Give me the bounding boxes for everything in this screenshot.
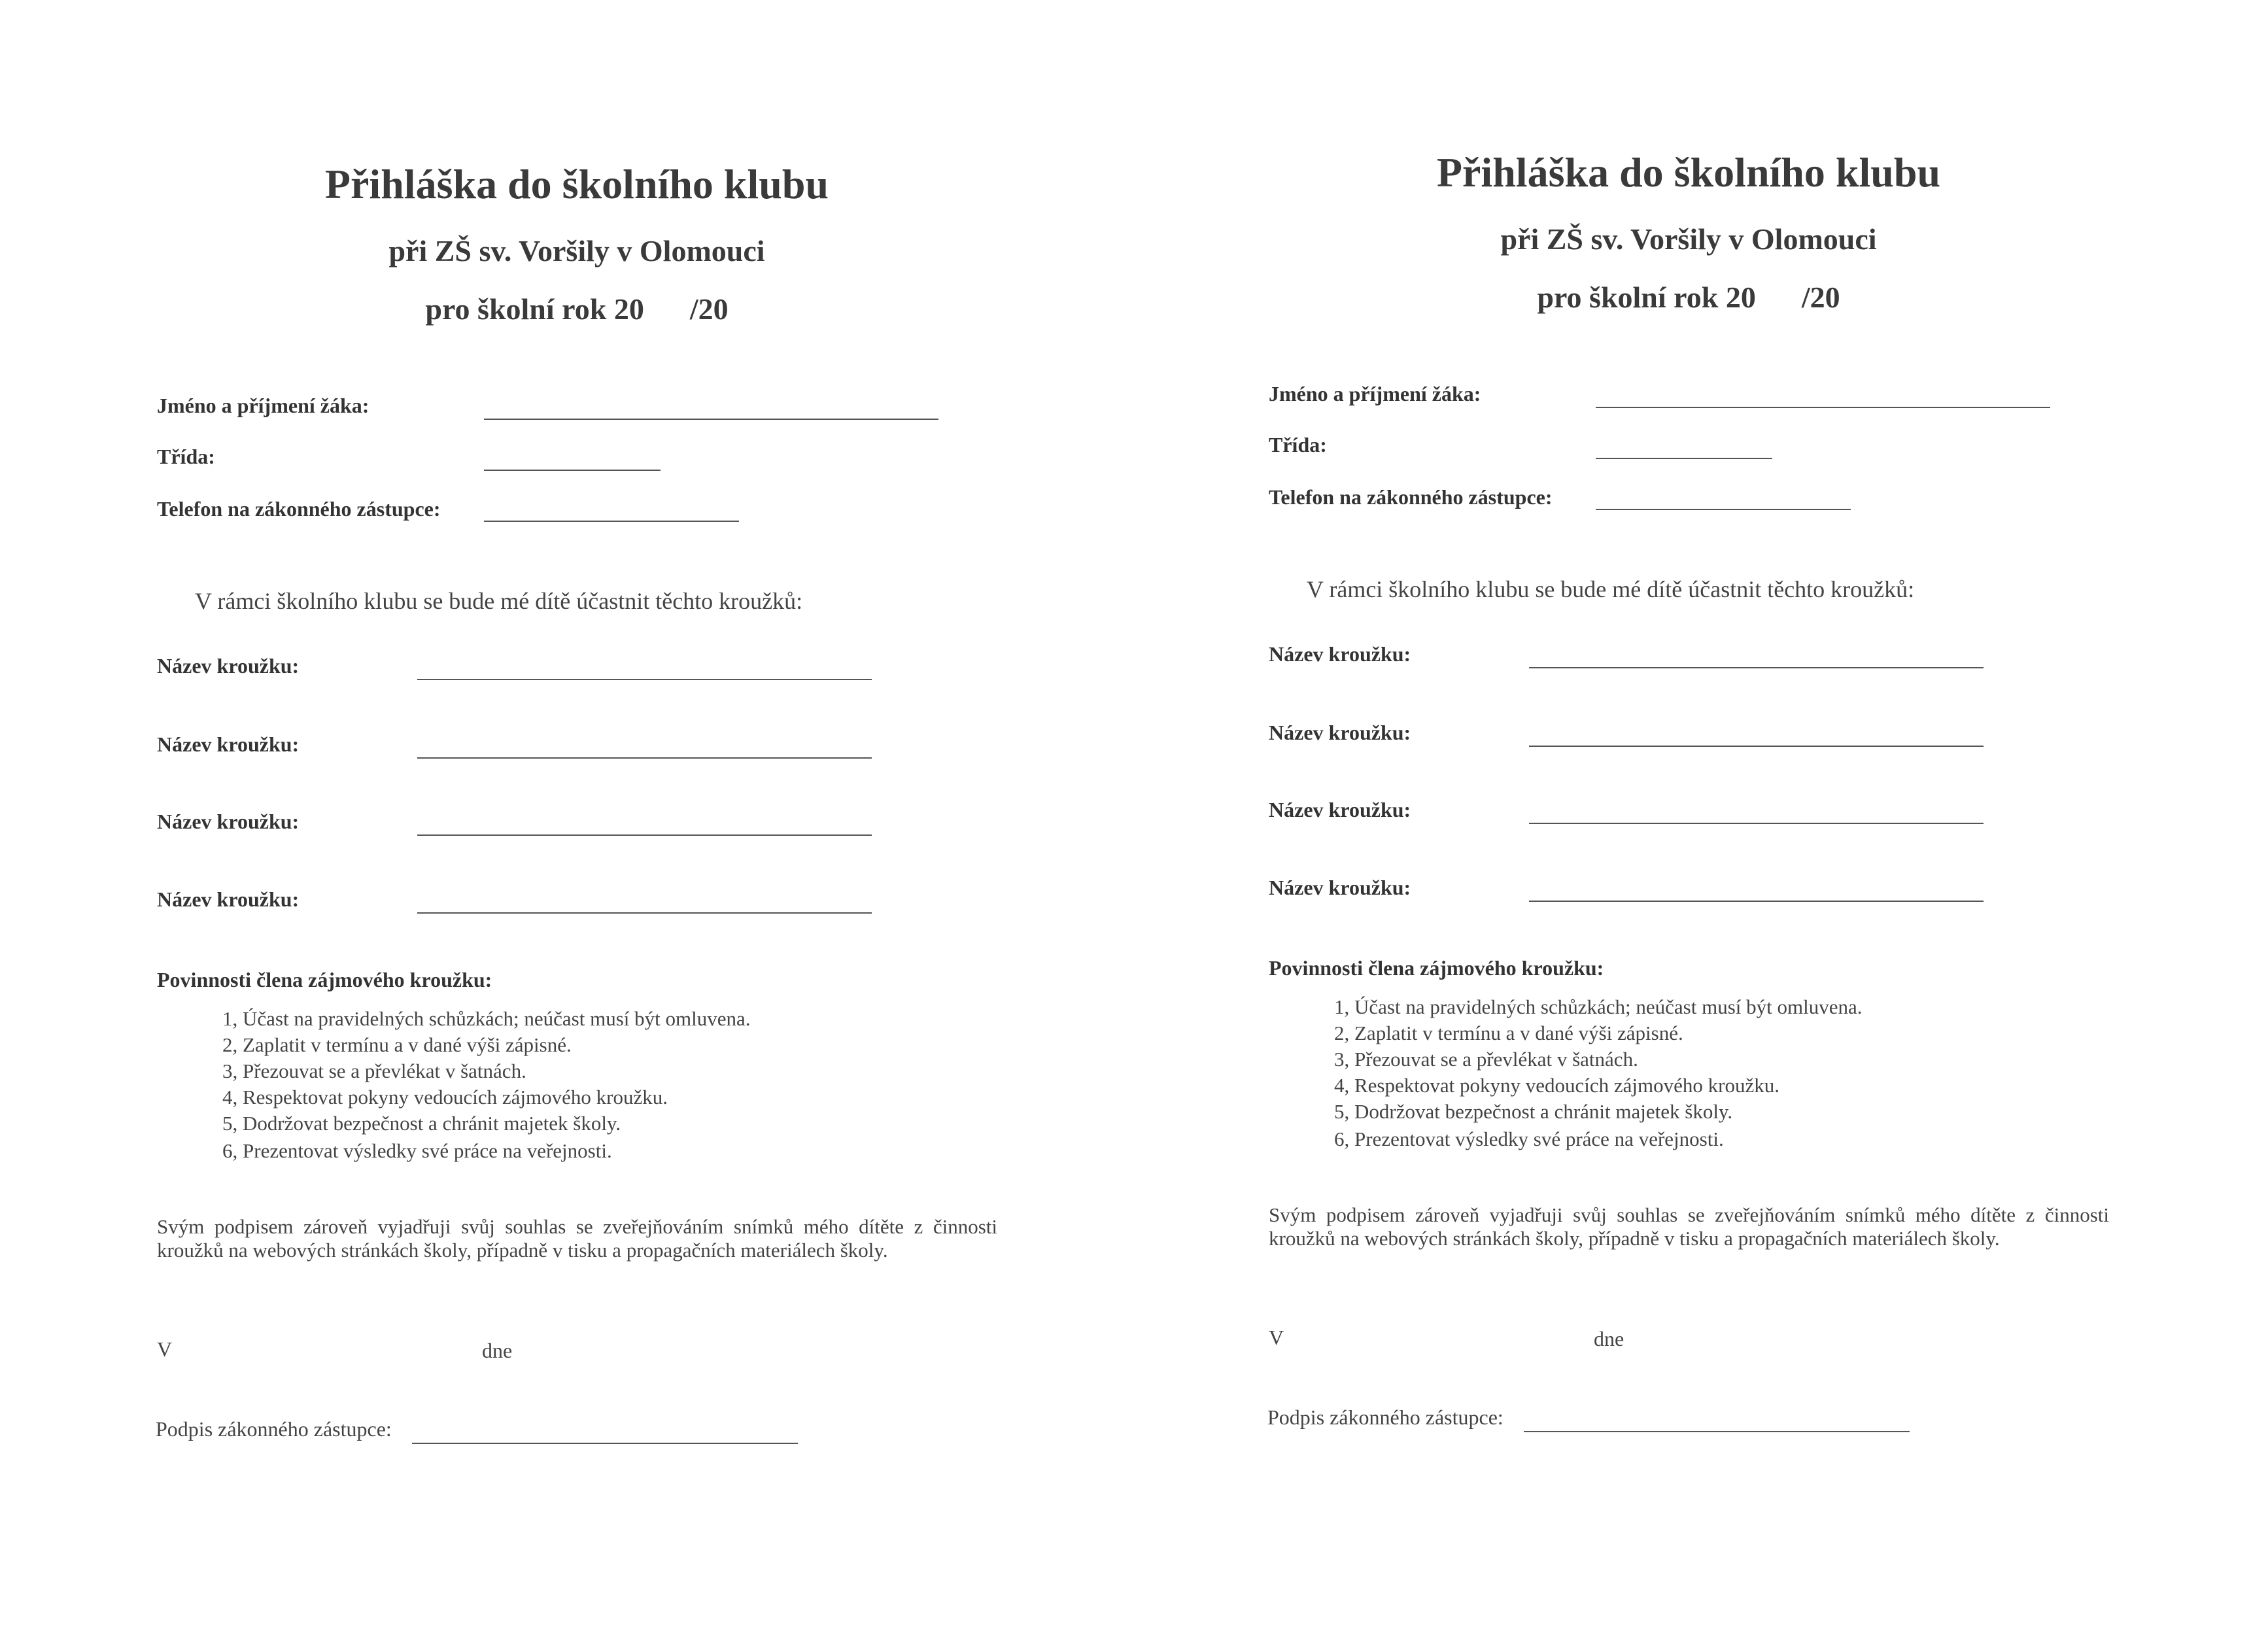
club-line[interactable]	[1529, 823, 1984, 824]
clubs-intro: V rámci školního klubu se bude mé dítě účastnit těchto kroužků:	[195, 588, 803, 614]
class-line[interactable]	[1596, 458, 1772, 459]
consent-text: Svým podpisem zároveň vyjadřuji svůj souhlas se zveřejňováním snímků mého dítěte z činnosti kroužků na webových stránkách školy, případně v tisku a propagačních materiálech školy.	[1269, 1203, 2109, 1250]
date-label: dne	[1594, 1327, 1624, 1350]
signature-label: Podpis zákonného zástupce:	[1267, 1405, 1503, 1429]
duty-item: 2, Zaplatit v termínu a v dané výši zápisné.	[222, 1033, 572, 1056]
application-form-right	[1112, 0, 2246, 1621]
club-label: Název kroužku:	[1269, 876, 1411, 899]
duty-item: 2, Zaplatit v termínu a v dané výši zápisné.	[1334, 1022, 1683, 1044]
club-label: Název kroužku:	[157, 887, 300, 911]
club-label: Název kroužku:	[1269, 798, 1411, 821]
club-line[interactable]	[1529, 667, 1984, 668]
club-line[interactable]	[1529, 901, 1984, 902]
guardian-phone-label: Telefon na zákonného zástupce:	[157, 497, 441, 521]
form-subtitle: při ZŠ sv. Voršily v Olomouci	[388, 234, 765, 267]
duty-item: 4, Respektovat pokyny vedoucích zájmového kroužku.	[1334, 1074, 1779, 1097]
signature-label: Podpis zákonného zástupce:	[156, 1417, 392, 1441]
school-year	[1296, 280, 2081, 315]
form-title: Přihláška do školního klubu	[1436, 149, 1941, 196]
form-subtitle: při ZŠ sv. Voršily v Olomouci	[1500, 222, 1877, 256]
place-label: V	[1269, 1326, 1284, 1349]
club-line[interactable]	[417, 834, 872, 836]
date-label: dne	[482, 1339, 513, 1362]
duty-item: 3, Přezouvat se a převlékat v šatnách.	[1334, 1048, 1638, 1071]
club-label: Název kroužku:	[157, 654, 300, 678]
clubs-intro: V rámci školního klubu se bude mé dítě účastnit těchto kroužků:	[1307, 576, 1915, 602]
student-name-line[interactable]	[484, 419, 938, 420]
duties-title: Povinnosti člena zájmového kroužku:	[1269, 956, 1604, 980]
duty-item: 5, Dodržovat bezpečnost a chránit majetek školy.	[222, 1112, 621, 1135]
class-line[interactable]	[484, 470, 661, 471]
class-label: Třída:	[1269, 433, 1327, 456]
school-year-suffix: /20	[1801, 281, 1840, 314]
duty-item: 6, Prezentovat výsledky své práce na veřejnosti.	[1334, 1127, 1724, 1150]
signature-line[interactable]	[1524, 1431, 1910, 1432]
class-label: Třída:	[157, 445, 215, 468]
club-line[interactable]	[417, 679, 872, 680]
guardian-phone-label: Telefon na zákonného zástupce:	[1269, 485, 1553, 509]
student-name-line[interactable]	[1596, 407, 2050, 408]
club-label: Název kroužku:	[1269, 721, 1411, 744]
school-year-suffix: /20	[689, 292, 729, 326]
place-label: V	[157, 1337, 173, 1361]
guardian-phone-line[interactable]	[484, 521, 739, 522]
club-line[interactable]	[417, 912, 872, 914]
club-label: Název kroužku:	[157, 810, 300, 833]
club-label: Název kroužku:	[157, 732, 300, 756]
school-year-prefix: pro školní rok 20	[1537, 281, 1756, 314]
form-title: Přihláška do školního klubu	[324, 161, 829, 207]
duty-item: 1, Účast na pravidelných schůzkách; neúčast musí být omluvena.	[1334, 995, 1863, 1018]
club-line[interactable]	[1529, 746, 1984, 747]
duty-item: 6, Prezentovat výsledky své práce na veřejnosti.	[222, 1139, 612, 1162]
school-year	[184, 292, 969, 326]
duty-item: 4, Respektovat pokyny vedoucích zájmového kroužku.	[222, 1086, 668, 1109]
student-name-label: Jméno a příjmení žáka:	[1269, 382, 1481, 405]
consent-text: Svým podpisem zároveň vyjadřuji svůj souhlas se zveřejňováním snímků mého dítěte z činnosti kroužků na webových stránkách školy, případně v tisku a propagačních materiálech školy.	[157, 1215, 997, 1262]
club-line[interactable]	[417, 757, 872, 759]
duties-title: Povinnosti člena zájmového kroužku:	[157, 968, 492, 991]
duty-item: 1, Účast na pravidelných schůzkách; neúčast musí být omluvena.	[222, 1007, 751, 1030]
duty-item: 5, Dodržovat bezpečnost a chránit majetek školy.	[1334, 1100, 1733, 1123]
club-label: Název kroužku:	[1269, 642, 1411, 666]
signature-line[interactable]	[412, 1443, 798, 1444]
student-name-label: Jméno a příjmení žáka:	[157, 394, 369, 417]
guardian-phone-line[interactable]	[1596, 509, 1851, 510]
school-year-prefix: pro školní rok 20	[425, 292, 644, 326]
duty-item: 3, Přezouvat se a převlékat v šatnách.	[222, 1059, 526, 1082]
